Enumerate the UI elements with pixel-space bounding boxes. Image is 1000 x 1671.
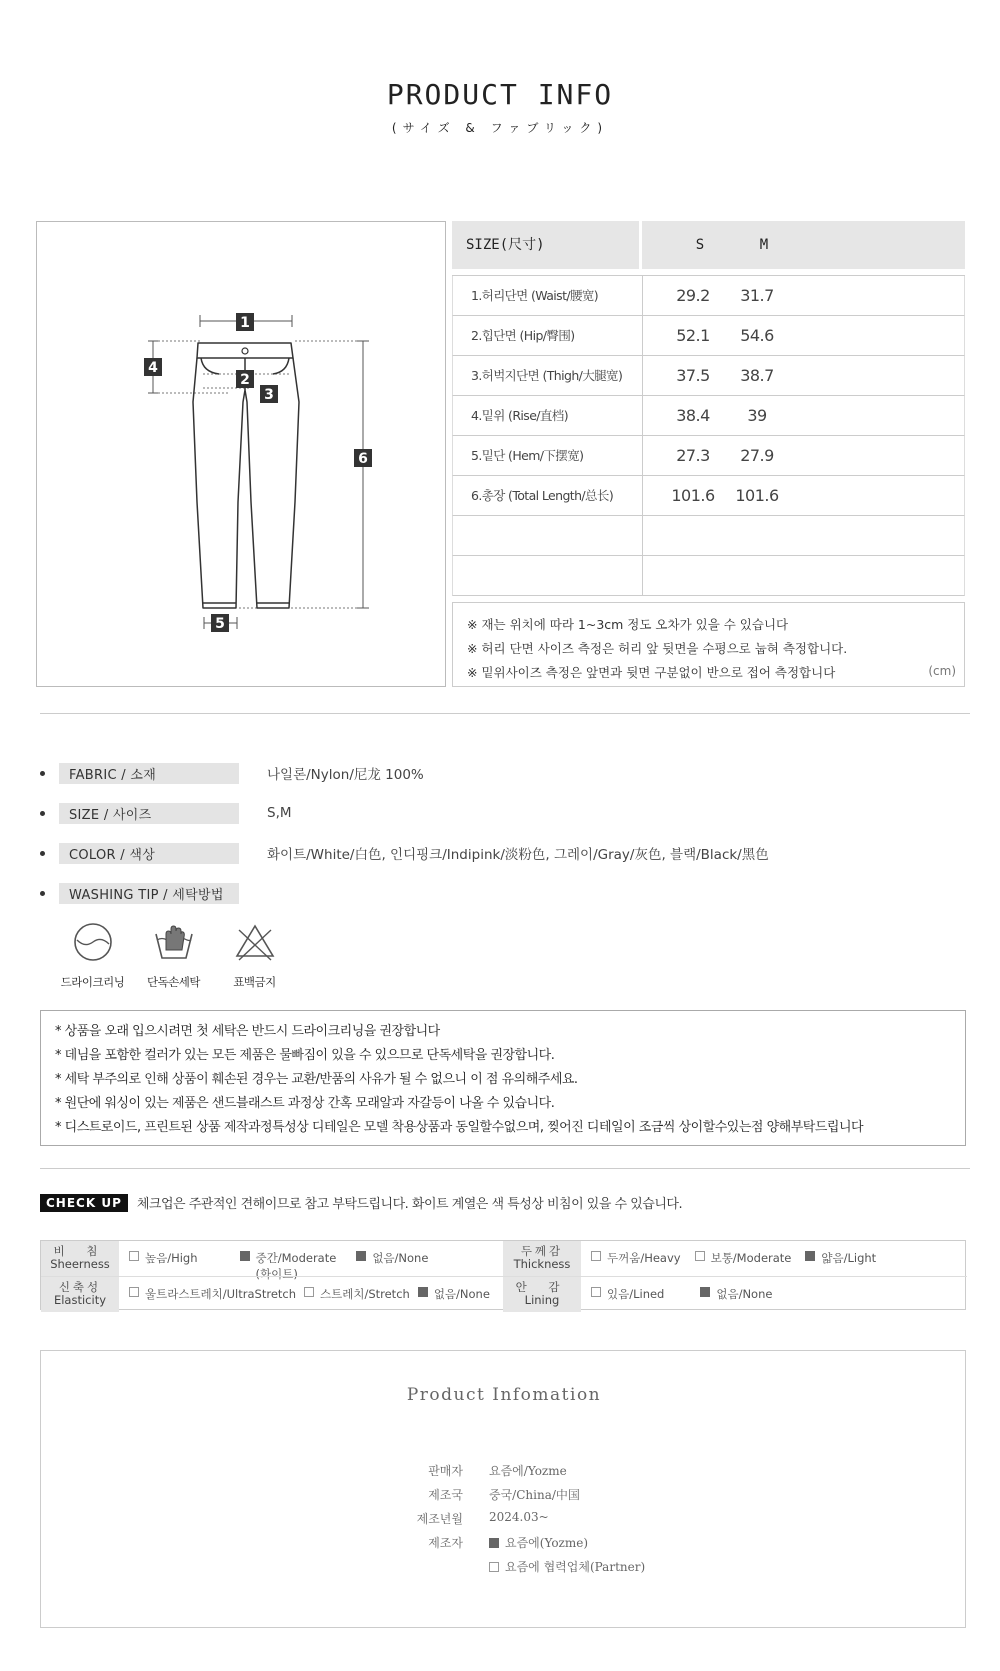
color-label: COLOR / 색상 (59, 843, 239, 864)
size-header-label: SIZE(尺寸) (452, 221, 642, 269)
row-value-m: 54.6 (740, 326, 774, 345)
row-label: 4.밑위 (Rise/直档) (453, 396, 643, 435)
option-elastic-stretch[interactable] (304, 1286, 410, 1302)
option-elastic-ultra[interactable] (129, 1286, 296, 1302)
thickness-options (591, 1241, 890, 1276)
row-label: 1.허리단면 (Waist/腰宽) (453, 276, 643, 315)
checkup-badge: CHECK UP (40, 1194, 128, 1212)
bullet-dot (40, 851, 45, 856)
origin-label: 제조국 (428, 1488, 463, 1502)
size-note: ※ 허리 단면 사이즈 측정은 허리 앞 뒷면을 수평으로 눕혀 측정합니다. (467, 641, 848, 656)
divider (40, 1168, 970, 1169)
table-row (452, 356, 965, 396)
checkup-text: 체크업은 주관적인 견해이므로 참고 부탁드립니다. 화이트 계열은 색 특성상 비침이 있을 수 있습니다. (136, 1197, 683, 1212)
row-value-s: 27.3 (676, 446, 710, 465)
care-note: * 상품을 오래 입으시려면 첫 세탁은 반드시 드라이크리닝을 권장합니다 (55, 1024, 440, 1039)
thickness-ko: 두께감 (520, 1244, 564, 1258)
marker-5-label: 5 (215, 616, 225, 632)
attribute-table (40, 1240, 966, 1310)
option-sheer-high[interactable] (129, 1250, 198, 1266)
wash-label: 드라이크리닝 (60, 975, 125, 989)
size-label: SIZE / 사이즈 (59, 803, 239, 824)
marker-3-label: 3 (264, 387, 274, 403)
row-label: 5.밑단 (Hem/下摆宽) (453, 436, 643, 475)
marker-2-label: 2 (240, 372, 250, 388)
wash-label: 단독손세탁 (146, 975, 201, 989)
size-column-m: M (759, 237, 769, 253)
care-note: * 데님을 포함한 컬러가 있는 모든 제품은 물빠짐이 있을 수 있으므로 단독세탁을 권장합니다. (55, 1048, 555, 1063)
maker-option-label: 요즘에(Yozme) (505, 1536, 589, 1550)
lining-en: Lining (524, 1293, 560, 1307)
size-note: ※ 재는 위치에 따라 1~3cm 정도 오차가 있을 수 있습니다 (467, 617, 789, 632)
option-thick-light[interactable] (805, 1250, 876, 1266)
origin-value: 중국/China/中国 (489, 1488, 580, 1502)
maker-option-partner[interactable] (489, 1558, 645, 1575)
washing-icons (52, 920, 295, 990)
sheerness-en: Sheerness (50, 1257, 110, 1271)
option-label: 높음/High (145, 1251, 198, 1265)
marker-1-label: 1 (240, 315, 250, 331)
row-label: 3.허벅지단면 (Thigh/大腿宽) (453, 356, 643, 395)
marker-4-label: 4 (148, 360, 158, 376)
checkbox-checked-icon (805, 1251, 815, 1261)
fabric-row (40, 753, 769, 793)
checkbox-checked-icon (418, 1287, 428, 1297)
attribute-row (41, 1276, 967, 1311)
hand-wash-icon (152, 920, 196, 964)
option-label: 얇음/Light (821, 1251, 877, 1265)
checkbox-icon (129, 1251, 139, 1261)
option-label: 없음/None (716, 1287, 773, 1301)
row-value-s: 37.5 (676, 366, 710, 385)
sheerness-options (129, 1241, 442, 1281)
row-value-m: 38.7 (740, 366, 774, 385)
option-label: 없음/None (433, 1287, 490, 1301)
fabric-value: 나일론/Nylon/尼龙 100% (267, 767, 424, 783)
divider (40, 713, 970, 714)
care-notes (40, 1010, 966, 1146)
lining-ko: 안 감 (515, 1280, 569, 1294)
date-label: 제조년월 (416, 1512, 463, 1526)
wash-item (52, 920, 133, 990)
row-value-s: 29.2 (676, 286, 710, 305)
no-bleach-icon (233, 920, 277, 964)
row-value-s: 101.6 (671, 486, 715, 505)
row-value-s: 52.1 (676, 326, 710, 345)
maker-option-yozme[interactable] (489, 1534, 588, 1551)
option-label: 없음/None (372, 1251, 429, 1265)
checkbox-checked-icon (700, 1287, 710, 1297)
table-row (452, 316, 965, 356)
care-note: * 디스트로이드, 프린트된 상품 제작과정특성상 디테일은 모델 착용상품과 동일할수없으며, 찢어진 디테일이 조금씩 상이할수있는점 양해부탁드립니다 (55, 1120, 864, 1135)
pants-diagram (36, 221, 446, 687)
dry-clean-icon (71, 920, 115, 964)
checkbox-checked-icon (356, 1251, 366, 1261)
row-label: 6.총장 (Total Length/总长) (453, 476, 643, 515)
row-value-m: 27.9 (740, 446, 774, 465)
row-value-s: 38.4 (676, 406, 710, 425)
size-note: ※ 밑위사이즈 측정은 앞면과 뒷면 구분없이 반으로 접어 측정합니다 (467, 665, 836, 680)
table-row-empty (452, 556, 965, 596)
option-thick-heavy[interactable] (591, 1250, 681, 1266)
wash-label: 표백금지 (233, 975, 276, 989)
row-label-empty (453, 556, 643, 595)
size-column-s: S (695, 237, 705, 253)
size-rows (452, 275, 965, 596)
elasticity-key (41, 1277, 119, 1312)
checkbox-icon (489, 1562, 499, 1572)
size-value: S,M (267, 805, 292, 821)
row-value-m: 101.6 (735, 486, 779, 505)
product-information (40, 1350, 966, 1628)
maker-option-label: 요즘에 협력업체(Partner) (505, 1560, 646, 1574)
row-value-m: 39 (747, 406, 767, 425)
color-value: 화이트/White/白色, 인디핑크/Indipink/淡粉色, 그레이/Gray/灰色, 블랙/Black/黑色 (267, 847, 769, 863)
checkbox-checked-icon (240, 1251, 250, 1261)
color-row (40, 833, 769, 873)
checkbox-checked-icon (489, 1538, 499, 1548)
maker-label: 제조자 (428, 1536, 463, 1550)
seller-label: 판매자 (428, 1464, 463, 1478)
checkbox-icon (591, 1287, 601, 1297)
table-row (452, 396, 965, 436)
size-row (40, 793, 769, 833)
option-label: 스트레치/Stretch (320, 1287, 410, 1301)
option-lining-none[interactable] (700, 1286, 772, 1302)
checkbox-icon (129, 1287, 139, 1297)
checkbox-icon (591, 1251, 601, 1261)
table-row-empty (452, 516, 965, 556)
sheerness-key (41, 1241, 119, 1276)
lining-key (503, 1277, 581, 1312)
option-label: 울트라스트레치/UltraStretch (145, 1287, 297, 1301)
option-label: 중간/Moderate (255, 1251, 337, 1265)
washing-row (40, 873, 769, 913)
fabric-label: FABRIC / 소재 (59, 763, 239, 784)
table-row (452, 276, 965, 316)
elasticity-ko: 신축성 (58, 1280, 102, 1294)
option-sheer-none[interactable] (356, 1250, 428, 1266)
marker-6-label: 6 (358, 451, 368, 467)
page-subtitle: (サイズ & ファブリック) (391, 121, 609, 135)
product-info-title: Product Infomation (406, 1385, 602, 1405)
washing-label: WASHING TIP / 세탁방법 (59, 883, 239, 904)
bullet-dot (40, 891, 45, 896)
option-label: 있음/Lined (607, 1287, 665, 1301)
checkbox-icon (695, 1251, 705, 1261)
option-label: 보통/Moderate (710, 1251, 792, 1265)
page-title: PRODUCT INFO (386, 78, 614, 111)
checkup-bar (40, 1193, 682, 1212)
date-value: 2024.03~ (489, 1510, 549, 1524)
bullet-dot (40, 811, 45, 816)
option-label: 두꺼움/Heavy (607, 1251, 681, 1265)
elasticity-en: Elasticity (53, 1293, 107, 1307)
page-header (0, 78, 1000, 136)
care-note: * 원단에 워싱이 있는 제품은 샌드블래스트 과정상 간혹 모래알과 자갈등이 나올 수 있습니다. (55, 1096, 555, 1111)
care-note: * 세탁 부주의로 인해 상품이 훼손된 경우는 교환/반품의 사유가 될 수 없으니 이 점 유의해주세요. (55, 1072, 578, 1087)
option-sublabel: (화이트) (255, 1267, 298, 1281)
size-notes (452, 602, 965, 687)
row-label-empty (453, 516, 643, 555)
product-details (40, 753, 769, 913)
option-elastic-none[interactable] (418, 1286, 490, 1302)
table-row (452, 476, 965, 516)
checkbox-icon (304, 1287, 314, 1297)
table-row (452, 436, 965, 476)
option-lining-lined[interactable] (591, 1286, 664, 1302)
row-label: 2.힙단면 (Hip/臀围) (453, 316, 643, 355)
thickness-key (503, 1241, 581, 1276)
attribute-row (41, 1241, 967, 1281)
bullet-dot (40, 771, 45, 776)
wash-item (133, 920, 214, 990)
sheerness-ko: 비 침 (53, 1244, 107, 1258)
row-value-m: 31.7 (740, 286, 774, 305)
pants-illustration (37, 222, 447, 688)
size-table (452, 221, 965, 687)
thickness-en: Thickness (513, 1257, 571, 1271)
lining-options (591, 1277, 786, 1312)
unit-label: (cm) (928, 664, 956, 678)
seller-value: 요즘에/Yozme (489, 1464, 567, 1478)
elasticity-options (129, 1277, 504, 1312)
wash-item (214, 920, 295, 990)
option-thick-moderate[interactable] (695, 1250, 792, 1266)
size-table-header (452, 221, 965, 269)
